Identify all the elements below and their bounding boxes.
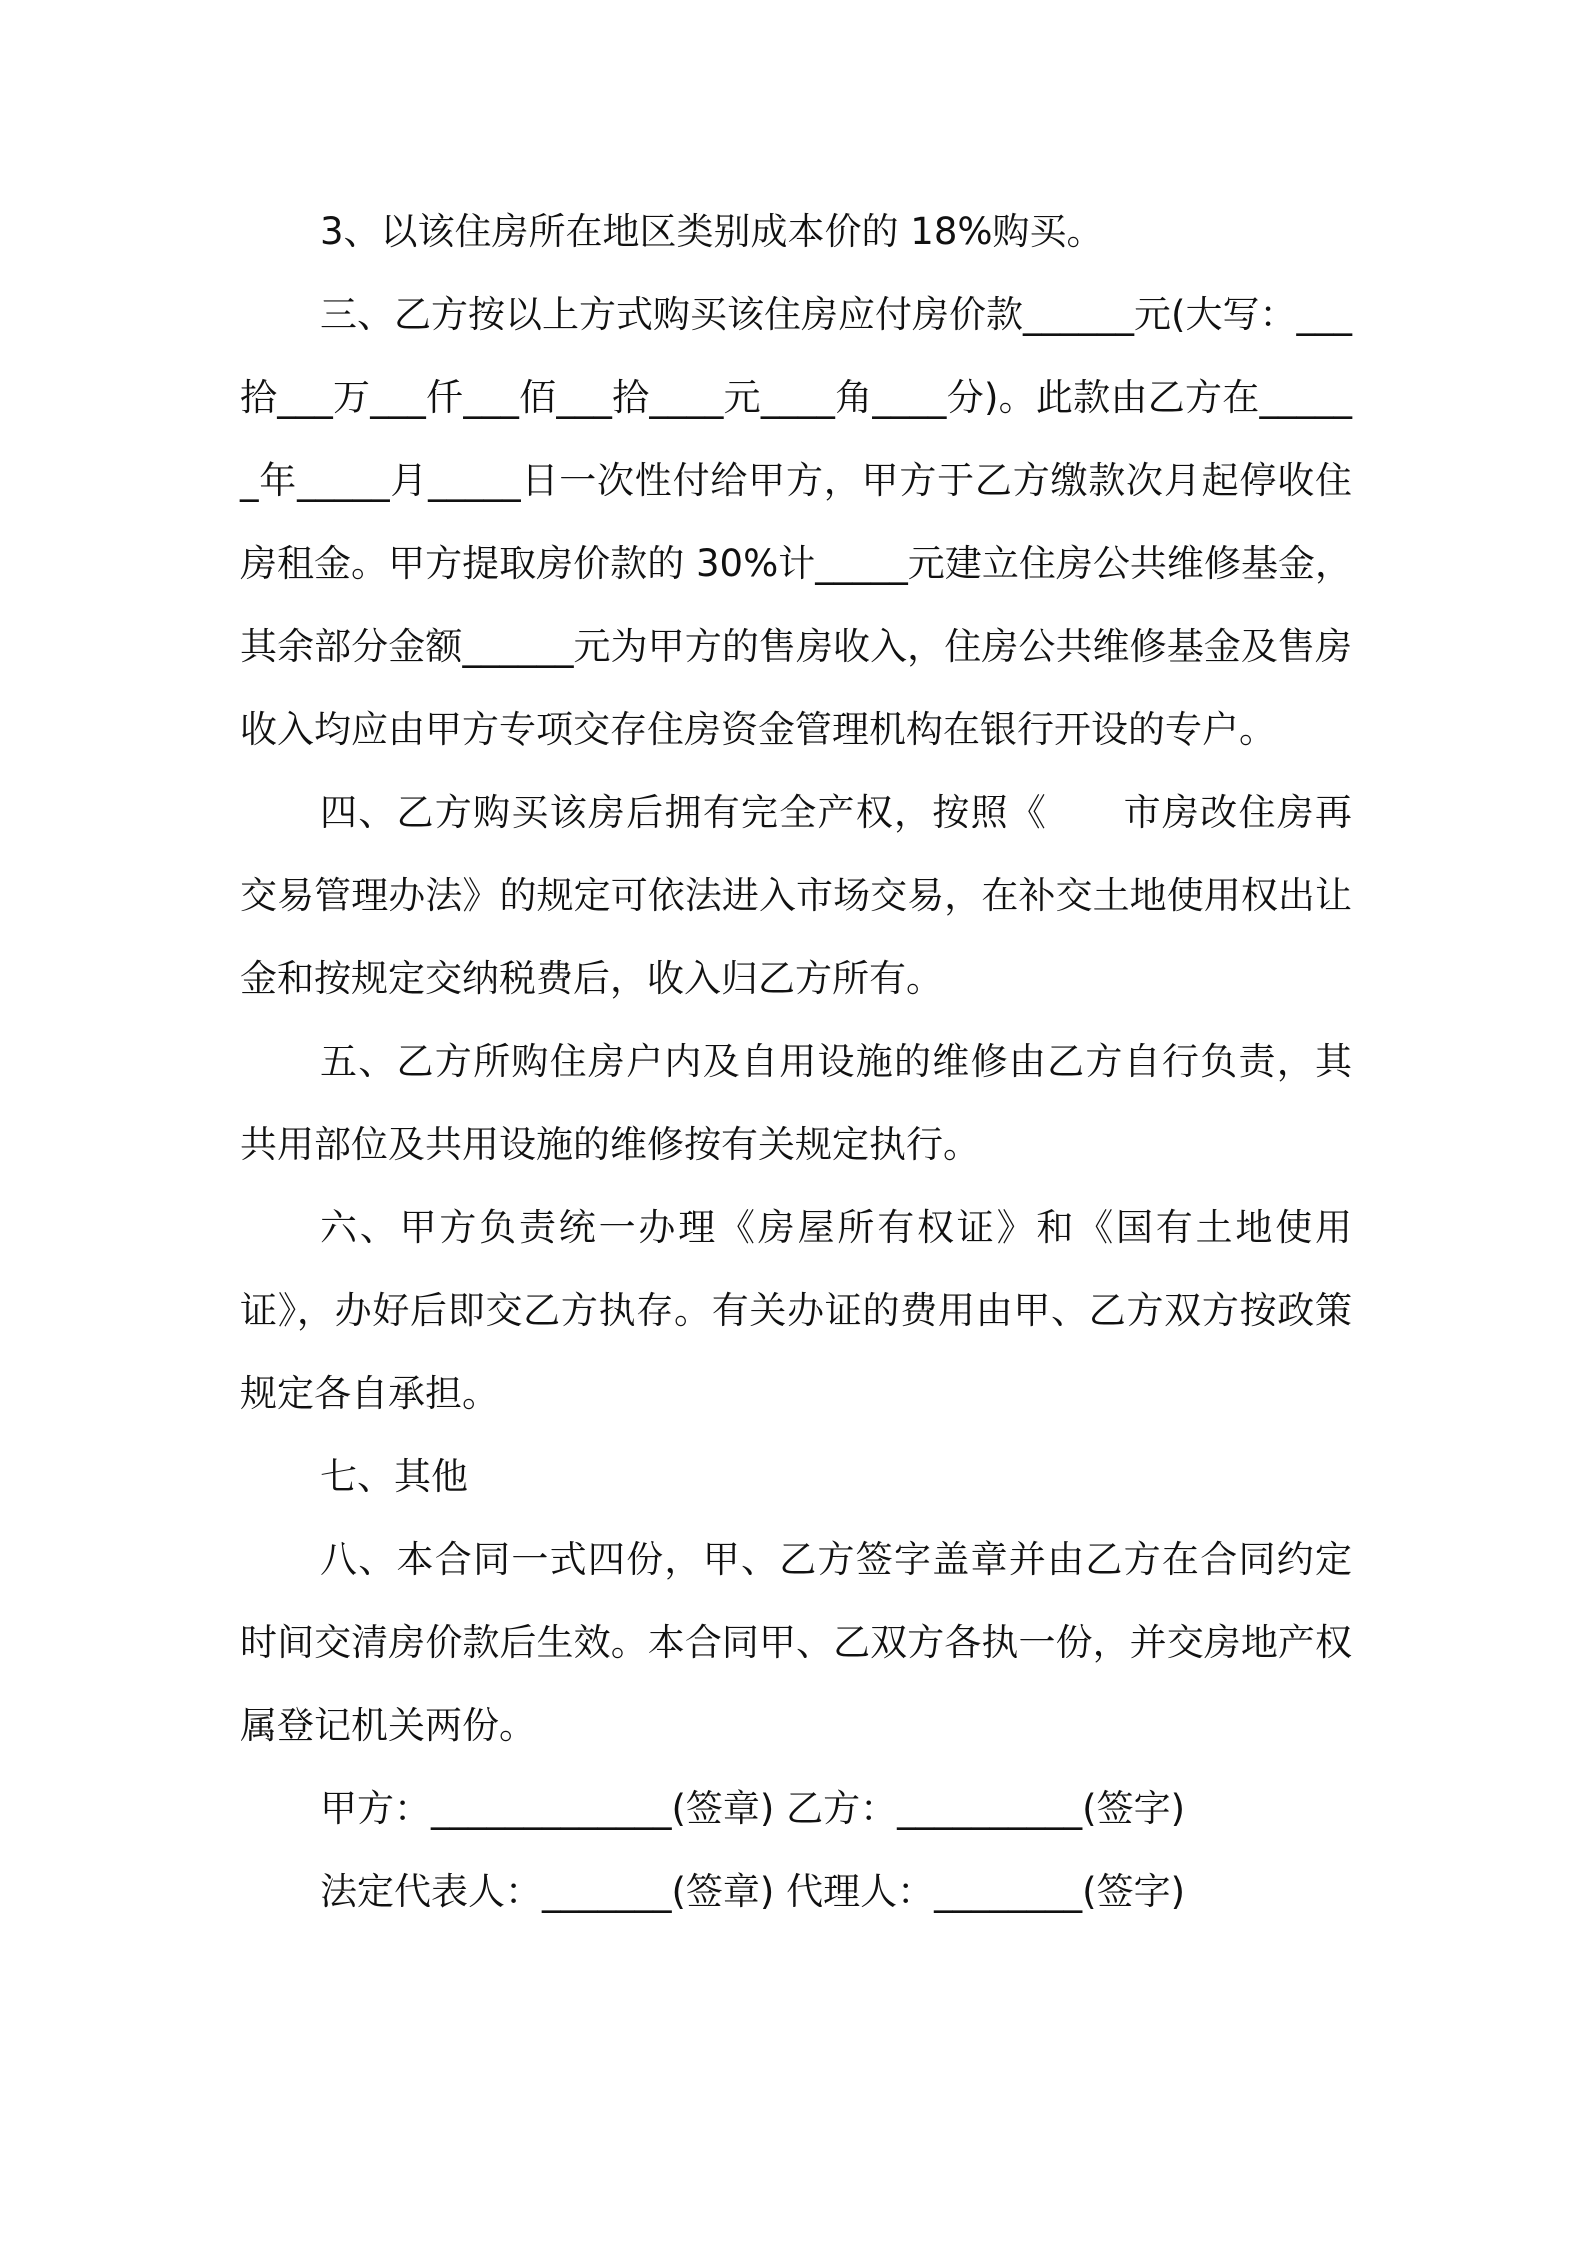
signature-line-parties: 甲方：_____________(签章) 乙方：__________(签字): [320, 1787, 1186, 1830]
contract-body: [240, 190, 1352, 1933]
clause-three-payment: 三、乙方按以上方式购买该住房应付房价款______元(大写：___拾___万___仟___佰___拾____元____角____分)。此款由乙方在______年_____月_____日一次性付给甲方，甲方于乙方缴款次月起停收住房租金。甲方提取房价款的 30%计_____元建立住房公共维修基金，其余部分金额______元为甲方的售房收入，住房公共维修基金及售房收入均应由甲方专项交存住房资金管理机构在银行开设的专户。: [240, 293, 1352, 751]
signature-line-representatives: 法定代表人：_______(签章) 代理人：________(签字): [320, 1870, 1186, 1913]
clause-eight-copies: 八、本合同一式四份，甲、乙方签字盖章并由乙方在合同约定时间交清房价款后生效。本合同甲、乙双方各执一份，并交房地产权属登记机关两份。: [240, 1538, 1352, 1747]
clause-seven-other: 七、其他: [320, 1455, 468, 1498]
clause-six-certificates: 六、甲方负责统一办理《房屋所有权证》和《国有土地使用证》，办好后即交乙方执存。有关办证的费用由甲、乙方双方按政策规定各自承担。: [240, 1206, 1352, 1415]
clause-five-maintenance: 五、乙方所购住房户内及自用设施的维修由乙方自行负责，其共用部位及共用设施的维修按有关规定执行。: [240, 1040, 1352, 1166]
clause-four-property-rights: 四、乙方购买该房后拥有完全产权，按照《 市房改住房再交易管理办法》的规定可依法进入市场交易，在补交土地使用权出让金和按规定交纳税费后，收入归乙方所有。: [240, 791, 1352, 1000]
clause-3-purchase-price: 3、以该住房所在地区类别成本价的 18%购买。: [320, 210, 1104, 253]
